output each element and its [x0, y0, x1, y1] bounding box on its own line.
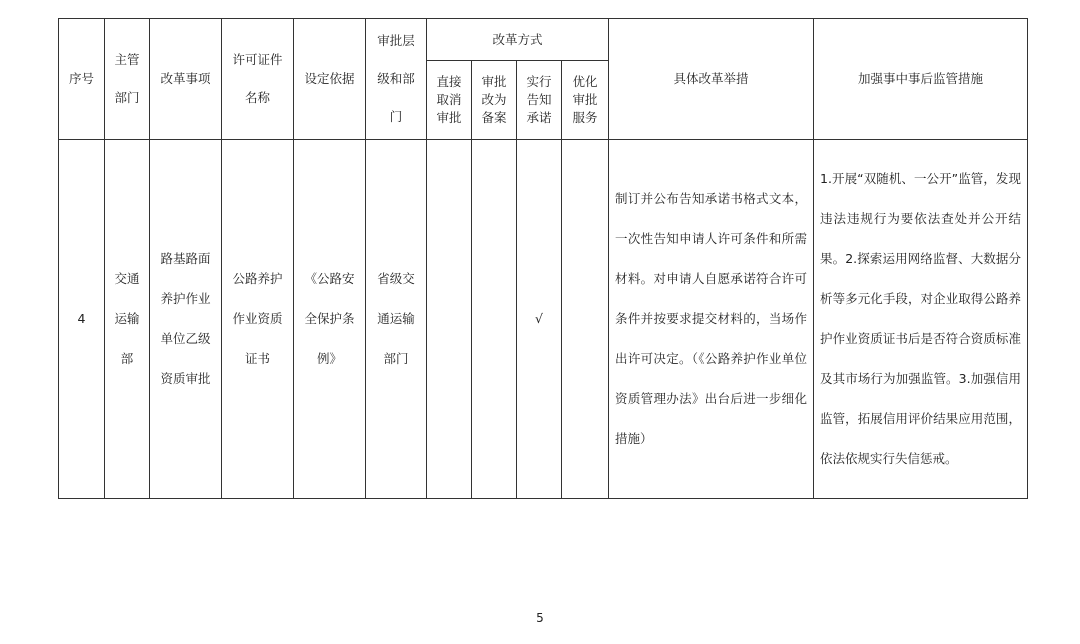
cell-method-optimize [562, 140, 609, 499]
reform-table [58, 18, 1028, 499]
cell-line: 单位乙级 [160, 331, 211, 346]
supervision-text: 1.开展“双随机、一公开”监管，发现违法违规行为要依法查处并公开结果。2.探索运用网络监督、大数据分析等多元化手段，对企业取得公路养护作业资质证书后是否符合资质标准及其市场行为加强监管。3.加强信用监管，拓展信用评价结果应用范围，依法依规实行失信惩戒。 [820, 171, 1022, 466]
header-supervision [814, 19, 1028, 140]
cell-line: 部 [120, 351, 134, 366]
cell-line: 运输 [114, 311, 140, 326]
method-line: 实行 [526, 74, 552, 89]
cell-line: 通运输 [377, 311, 415, 326]
header-method-commitment [517, 61, 562, 140]
header-level-line: 级和部 [377, 71, 415, 86]
header-dept [105, 19, 150, 140]
cell-seq-value: 4 [77, 311, 86, 327]
header-seq-label: 序号 [68, 71, 94, 87]
method-line: 改为 [481, 92, 507, 107]
cell-line: 证书 [244, 351, 270, 366]
cell-line: 养护作业 [160, 291, 211, 306]
method-line: 服务 [572, 110, 598, 125]
header-basis-label: 设定依据 [304, 71, 355, 87]
cell-line: 全保护条 [304, 311, 355, 326]
method-line: 审批 [481, 74, 507, 89]
page-number: 5 [536, 611, 544, 625]
header-method [427, 19, 609, 61]
cell-line: 资质审批 [160, 371, 211, 386]
header-basis [294, 19, 366, 140]
cell-license [222, 140, 294, 499]
header-supervision-label: 加强事中事后监管措施 [858, 71, 984, 87]
header-method-cancel [427, 61, 472, 140]
cell-line: 《公路安 [304, 271, 355, 286]
header-measures [609, 19, 814, 140]
header-license-line: 名称 [244, 90, 270, 105]
header-method-label: 改革方式 [492, 31, 543, 47]
cell-line: 路基路面 [160, 251, 211, 266]
table-row [59, 140, 1028, 499]
header-level [366, 19, 427, 140]
cell-method-commitment [517, 140, 562, 499]
header-measures-label: 具体改革举措 [673, 71, 749, 87]
header-dept-line: 部门 [114, 90, 140, 105]
measures-text: 制订并公布告知承诺书格式文本，一次性告知申请人许可条件和所需材料。对申请人自愿承诺符合许可条件并按要求提交材料的，当场作出许可决定。（《公路养护作业单位资质管理办法》出台后进一步细化措施） [615, 191, 808, 446]
header-method-filing [472, 61, 517, 140]
cell-method-cancel [427, 140, 472, 499]
cell-line: 公路养护 [232, 271, 283, 286]
cell-method-filing [472, 140, 517, 499]
check-mark: √ [535, 311, 543, 327]
cell-line: 交通 [114, 271, 140, 286]
cell-line: 作业资质 [232, 311, 283, 326]
header-license [222, 19, 294, 140]
method-line: 备案 [481, 110, 507, 125]
header-item-label: 改革事项 [160, 71, 211, 87]
cell-line: 部门 [383, 351, 409, 366]
cell-dept [105, 140, 150, 499]
cell-level [366, 140, 427, 499]
method-line: 优化 [572, 74, 598, 89]
cell-supervision [814, 140, 1028, 499]
method-line: 告知 [526, 92, 552, 107]
header-item [150, 19, 222, 140]
cell-basis [294, 140, 366, 499]
cell-item [150, 140, 222, 499]
header-method-optimize [562, 61, 609, 140]
cell-line: 例》 [316, 351, 342, 366]
header-license-line: 许可证件 [232, 52, 283, 67]
method-line: 直接 [436, 74, 462, 89]
cell-seq [59, 140, 105, 499]
cell-measures [609, 140, 814, 499]
method-line: 审批 [436, 110, 462, 125]
method-line: 取消 [436, 92, 462, 107]
cell-line: 省级交 [377, 271, 415, 286]
header-dept-line: 主管 [114, 52, 140, 67]
method-line: 审批 [572, 92, 598, 107]
header-level-line: 门 [389, 109, 403, 124]
header-level-line: 审批层 [377, 33, 415, 48]
method-line: 承诺 [526, 110, 552, 125]
header-seq [59, 19, 105, 140]
